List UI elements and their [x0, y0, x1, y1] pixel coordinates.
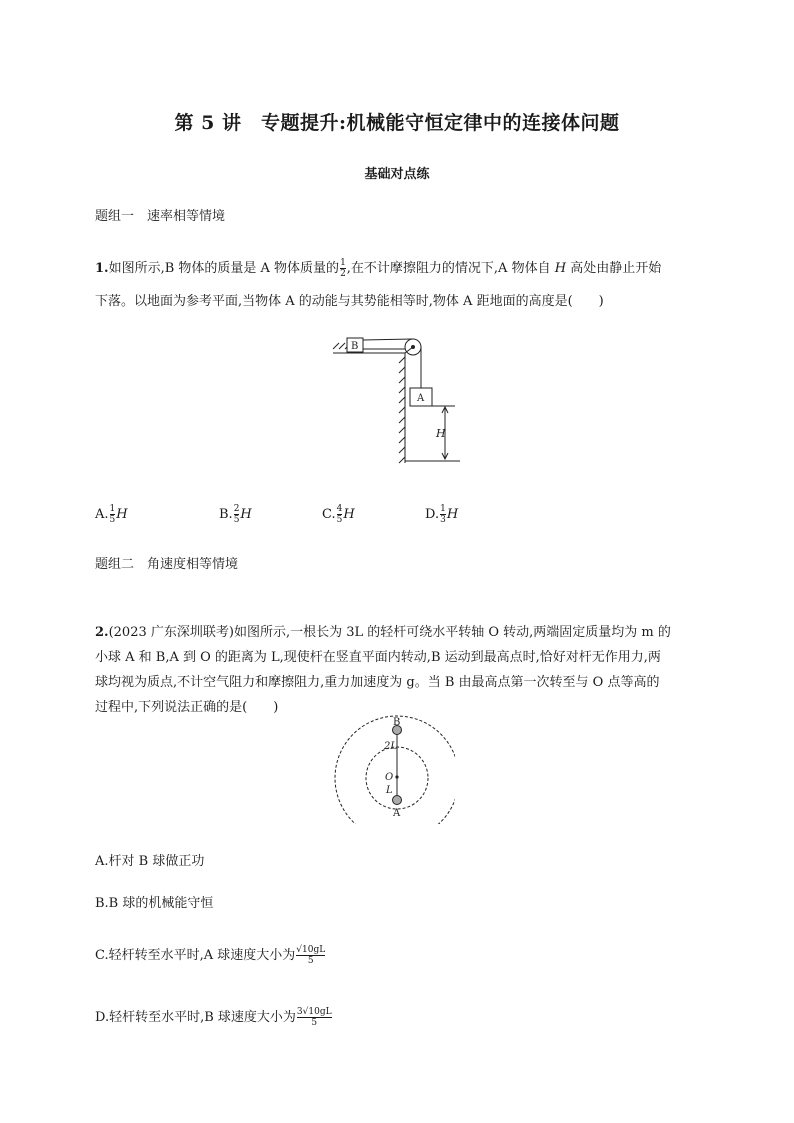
q2-option-a[interactable]: A.杆对 B 球做正功	[95, 854, 205, 869]
question-1-line-2: 下落。以地面为参考平面,当物体 A 的动能与其势能相等时,物体 A 距地面的高度是( )	[95, 294, 604, 309]
block-b-label: B	[351, 341, 359, 352]
question-2-number: 2.	[95, 625, 109, 640]
question-2-figure	[315, 714, 455, 824]
group-1-heading: 题组一 速率相等情境	[95, 209, 226, 224]
page-title: 第 5 讲 专题提升:机械能守恒定律中的连接体问题	[174, 112, 620, 134]
height-h-label: H	[436, 427, 446, 440]
ball-a	[393, 796, 402, 805]
q2-option-d[interactable]: D.轻杆转至水平时,B 球速度大小为 $\frac{3√10gL}{5}$	[95, 1007, 332, 1028]
question-2-line-3: 球均视为质点,不计空气阻力和摩擦阻力,重力加速度为 g。当 B 由最高点第一次转至与 O 点等高的	[95, 675, 660, 690]
question-2-line-1: 2.(2023 广东深圳联考)如图所示,一根长为 3L 的轻杆可绕水平转轴 O 转动,两端固定质量均为 m 的	[95, 625, 671, 640]
q2-option-b[interactable]: B.B 球的机械能守恒	[95, 896, 214, 911]
group-2-heading: 题组二 角速度相等情境	[95, 557, 239, 572]
question-1-figure	[325, 333, 470, 468]
question-2-line-2: 小球 A 和 B,A 到 O 的距离为 L,现使杆在竖直平面内转动,B 运动到最高点时,恰好对杆无作用力,两	[95, 650, 661, 665]
pivot-o-label: O	[385, 772, 394, 783]
length-l-label: L	[386, 785, 393, 796]
question-1-line-1: 1.如图所示,B 物体的质量是 A 物体质量的 $\frac{1}{2}$ ,在不计摩擦阻力的情况下,A 物体自 H 高处由静止开始	[95, 258, 662, 279]
ball-b-label: B	[393, 717, 401, 728]
fraction-one-half: $\frac{1}{2}$	[340, 258, 346, 279]
ball-a-label: A	[393, 808, 401, 819]
q1-option-c[interactable]: C. $\frac{4}{5}$ H	[322, 504, 355, 525]
length-2l-label: 2L	[384, 741, 398, 752]
question-1-number: 1.	[95, 261, 109, 276]
q2-option-c[interactable]: C.轻杆转至水平时,A 球速度大小为 $\frac{√10gL}{5}$	[95, 945, 326, 966]
q1-option-b[interactable]: B. $\frac{2}{5}$ H	[219, 504, 252, 525]
q1-option-a[interactable]: A. $\frac{1}{5}$ H	[95, 504, 128, 525]
q1-option-d[interactable]: D. $\frac{1}{3}$ H	[425, 504, 459, 525]
question-2-line-4: 过程中,下列说法正确的是( )	[95, 700, 279, 715]
section-subtitle: 基础对点练	[364, 167, 430, 182]
block-a-label: A	[417, 393, 425, 404]
